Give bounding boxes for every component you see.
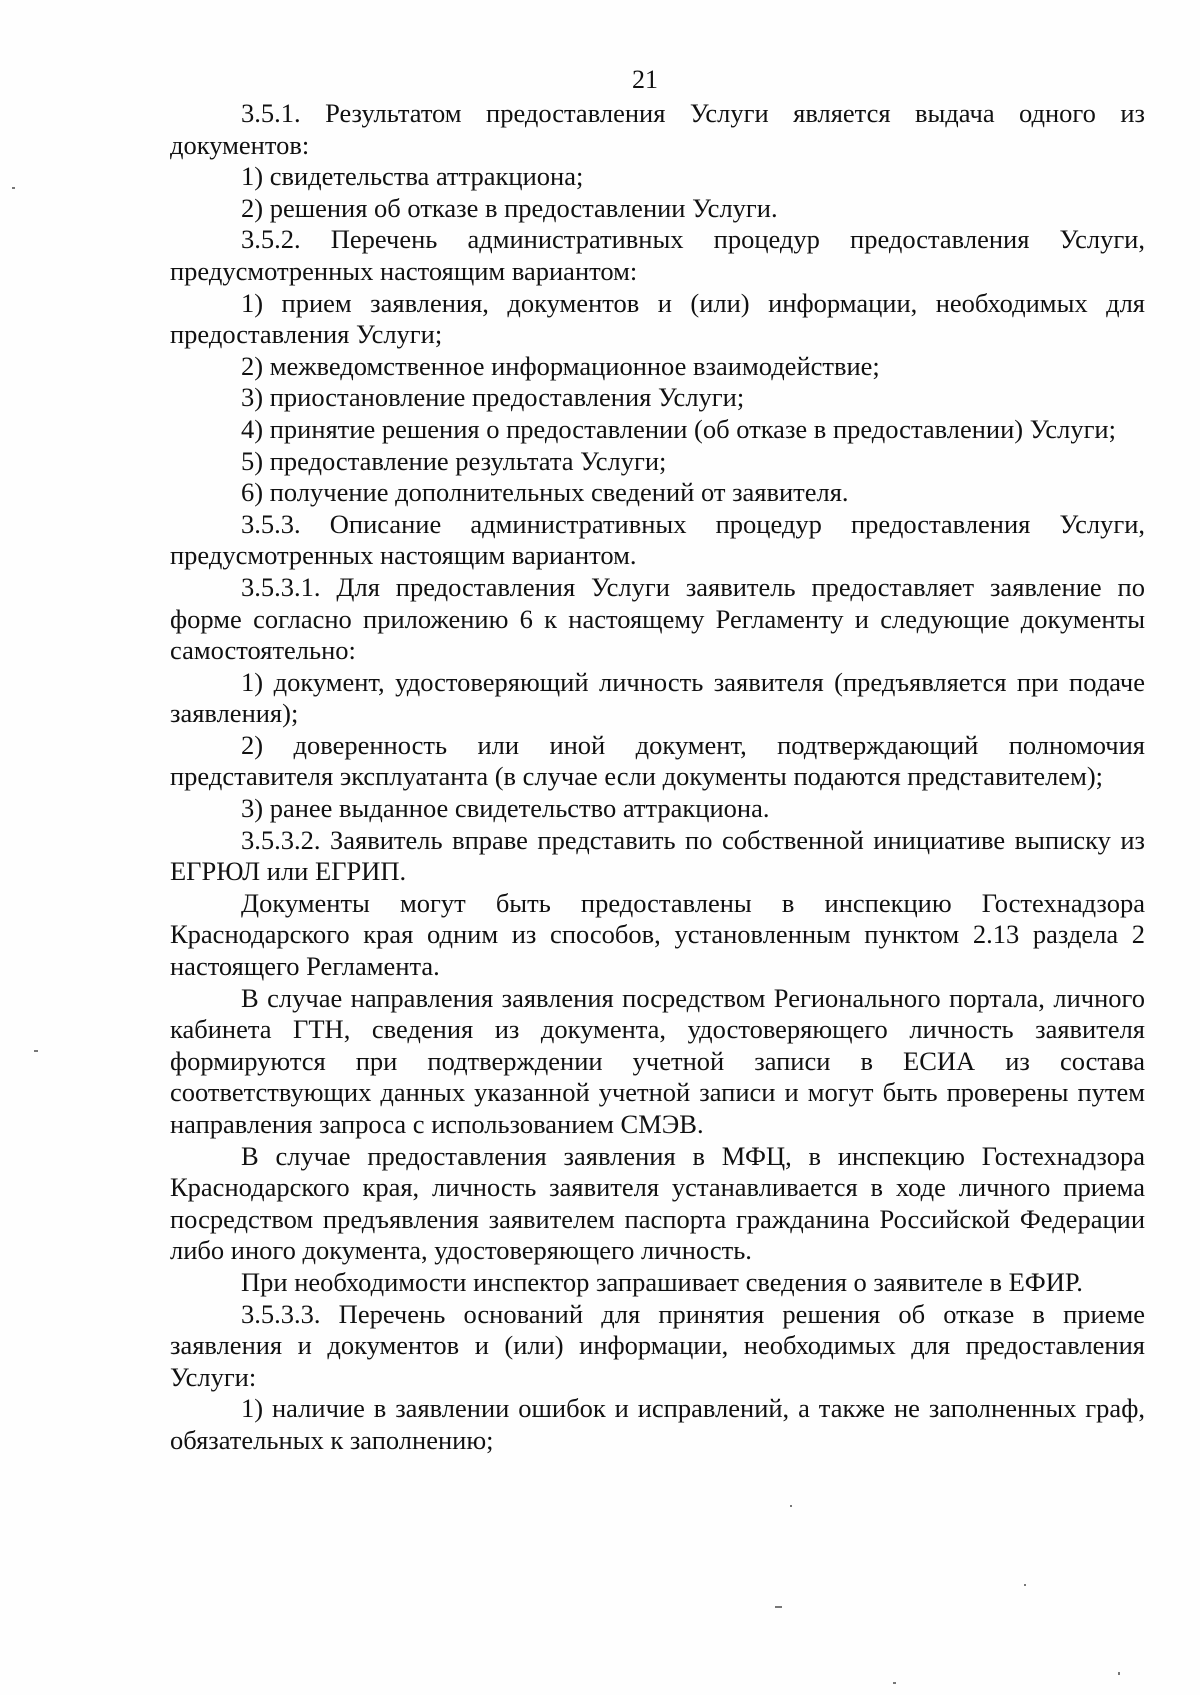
scan-speck bbox=[775, 1606, 782, 1608]
paragraph-3-5-1: 3.5.1. Результатом предоставления Услуги является выдача одного из документов: bbox=[170, 98, 1145, 160]
scan-speck bbox=[893, 1682, 896, 1684]
list-item: 2) межведомственное информационное взаимодействие; bbox=[241, 350, 880, 381]
list-item: 3) ранее выданное свидетельство аттракциона. bbox=[241, 793, 770, 824]
paragraph: В случае направления заявления посредством Регионального портала, личного кабинета ГТН, сведения из документа, удостоверяющего личность заявителя формируются при подтверждении учетной записи в ЕСИА из состава соответствующих данных указанной учетной записи и могут быть проверены путем направления запроса с использованием СМЭВ. bbox=[170, 982, 1145, 1139]
paragraph-3-5-3-3: 3.5.3.3. Перечень оснований для принятия решения об отказе в приеме заявления и документов и (или) информации, необходимых для предоставления Услуги: bbox=[170, 1298, 1145, 1392]
list-item: 5) предоставление результата Услуги; bbox=[241, 445, 667, 476]
paragraph: В случае предоставления заявления в МФЦ, в инспекцию Гостехнадзора Краснодарского края, личность заявителя устанавливается в ходе личного приема посредством предъявления заявителем паспорта гражданина Российской Федерации либо иного документа, удостоверяющего личность. bbox=[170, 1140, 1145, 1266]
list-item: 6) получение дополнительных сведений от заявителя. bbox=[241, 477, 849, 508]
list-item: 1) прием заявления, документов и (или) информации, необходимых для предоставления Услуги; bbox=[170, 287, 1145, 350]
list-item: 1) свидетельства аттракциона; bbox=[241, 161, 584, 192]
list-item: 4) принятие решения о предоставлении (об отказе в предоставлении) Услуги; bbox=[241, 413, 1116, 444]
paragraph-3-5-3: 3.5.3. Описание административных процедур предоставления Услуги, предусмотренных настоящим вариантом. bbox=[170, 508, 1145, 571]
scan-speck bbox=[34, 1050, 38, 1052]
list-item: 2) доверенность или иной документ, подтверждающий полномочия представителя эксплуатанта (в случае если документы подаются представителем); bbox=[170, 729, 1145, 792]
list-item: 2) решения об отказе в предоставлении Услуги. bbox=[241, 192, 778, 223]
scan-speck bbox=[1024, 1584, 1026, 1586]
paragraph-3-5-2: 3.5.2. Перечень административных процедур предоставления Услуги, предусмотренных настоящим вариантом: bbox=[170, 224, 1145, 286]
document-body bbox=[170, 98, 1145, 1457]
list-item: 1) документ, удостоверяющий личность заявителя (предъявляется при подаче заявления); bbox=[170, 666, 1145, 729]
paragraph-3-5-3-2: 3.5.3.2. Заявитель вправе представить по собственной инициативе выписку из ЕГРЮЛ или ЕГРИП. bbox=[170, 824, 1145, 887]
paragraph: При необходимости инспектор запрашивает сведения о заявителе в ЕФИР. bbox=[241, 1266, 1083, 1297]
list-item: 3) приостановление предоставления Услуги; bbox=[241, 382, 745, 413]
scan-speck bbox=[790, 1505, 792, 1507]
scan-speck bbox=[12, 187, 15, 189]
scan-speck bbox=[1118, 1672, 1120, 1675]
page-number: 21 bbox=[632, 65, 658, 94]
paragraph-3-5-3-1: 3.5.3.1. Для предоставления Услуги заявитель предоставляет заявление по форме согласно приложению 6 к настоящему Регламенту и следующие документы самостоятельно: bbox=[170, 571, 1145, 666]
list-item: 1) наличие в заявлении ошибок и исправлений, а также не заполненных граф, обязательных к заполнению; bbox=[170, 1393, 1145, 1455]
paragraph: Документы могут быть предоставлены в инспекцию Гостехнадзора Краснодарского края одним из способов, установленным пунктом 2.13 раздела 2 настоящего Регламента. bbox=[170, 887, 1145, 982]
